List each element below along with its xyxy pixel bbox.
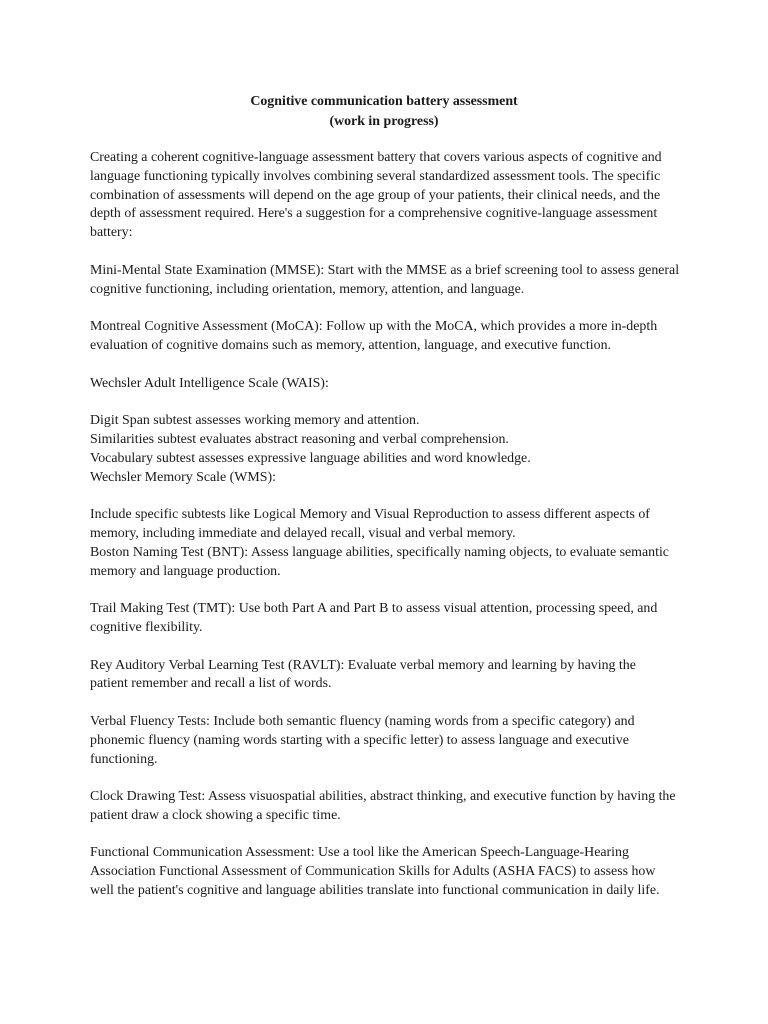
document-body (90, 149, 690, 901)
paragraph-line: well the patient's cognitive and language abilities translate into functional communication in daily life. (90, 883, 660, 899)
paragraph-mmse (90, 262, 690, 300)
paragraph-wais-subtests (90, 412, 690, 487)
paragraph-line: Vocabulary subtest assesses expressive language abilities and word knowledge. (90, 450, 531, 466)
paragraph-line: Include specific subtests like Logical Memory and Visual Reproduction to assess different aspects of (90, 507, 650, 523)
paragraph-line: patient draw a clock showing a specific time. (90, 807, 341, 823)
paragraph-line: cognitive flexibility. (90, 619, 203, 635)
paragraph-clock-drawing (90, 788, 690, 826)
paragraph-line: Creating a coherent cognitive-language assessment battery that covers various aspects of cognitive and (90, 150, 662, 165)
paragraph-line: memory and language production. (90, 563, 281, 579)
paragraph-line: language functioning typically involves combining several standardized assessment tools. The specific (90, 168, 661, 184)
paragraph-wais (90, 375, 690, 394)
paragraph-line: Montreal Cognitive Assessment (MoCA): Follow up with the MoCA, which provides a more in-depth (90, 319, 658, 335)
paragraph-functional-communication (90, 844, 690, 900)
paragraph-line: evaluation of cognitive domains such as memory, attention, language, and executive function. (90, 337, 611, 353)
paragraph-line: Functional Communication Assessment: Use a tool like the American Speech-Language-Hearing (90, 845, 629, 861)
paragraph-line: Verbal Fluency Tests: Include both semantic fluency (naming words from a specific category) and (90, 713, 635, 729)
paragraph-line: battery: (90, 225, 133, 241)
document-subtitle: (work in progress) (329, 114, 439, 129)
paragraph-tmt (90, 600, 690, 638)
document-header (0, 92, 768, 132)
paragraph-line: Boston Naming Test (BNT): Assess language abilities, specifically naming objects, to evaluate semantic (90, 544, 669, 560)
paragraph-line: Similarities subtest evaluates abstract reasoning and verbal comprehension. (90, 431, 509, 447)
paragraph-line: combination of assessments will depend on the age group of your patients, their clinical needs, and the (90, 187, 661, 203)
document-title: Cognitive communication battery assessment (250, 94, 518, 109)
paragraph-line: Digit Span subtest assesses working memory and attention. (90, 413, 420, 429)
paragraph-line: Mini-Mental State Examination (MMSE): Start with the MMSE as a brief screening tool to assess general (90, 262, 680, 278)
paragraph-line: depth of assessment required. Here's a suggestion for a comprehensive cognitive-language assessment (90, 206, 658, 222)
paragraph-line: Rey Auditory Verbal Learning Test (RAVLT): Evaluate verbal memory and learning by having the (90, 657, 636, 673)
paragraph-line: functioning. (90, 751, 158, 767)
paragraph-line: patient remember and recall a list of words. (90, 676, 332, 692)
paragraph-line: Trail Making Test (TMT): Use both Part A and Part B to assess visual attention, processing speed, and (90, 601, 658, 617)
paragraph-ravlt (90, 657, 690, 695)
paragraph-moca (90, 318, 690, 356)
paragraph-line: cognitive functioning, including orientation, memory, attention, and language. (90, 281, 525, 297)
paragraph-line: Clock Drawing Test: Assess visuospatial abilities, abstract thinking, and executive function by having the (90, 789, 676, 805)
paragraph-line: phonemic fluency (naming words starting with a specific letter) to assess language and executive (90, 732, 629, 748)
paragraph-line: Association Functional Assessment of Communication Skills for Adults (ASHA FACS) to assess how (90, 864, 656, 880)
paragraph-line: Wechsler Memory Scale (WMS): (90, 469, 276, 485)
paragraph-wms-bnt (90, 506, 690, 581)
paragraph-line: Wechsler Adult Intelligence Scale (WAIS): (90, 375, 329, 391)
paragraph-intro (90, 149, 690, 243)
paragraph-line: memory, including immediate and delayed recall, visual and verbal memory. (90, 525, 516, 541)
paragraph-verbal-fluency (90, 713, 690, 769)
